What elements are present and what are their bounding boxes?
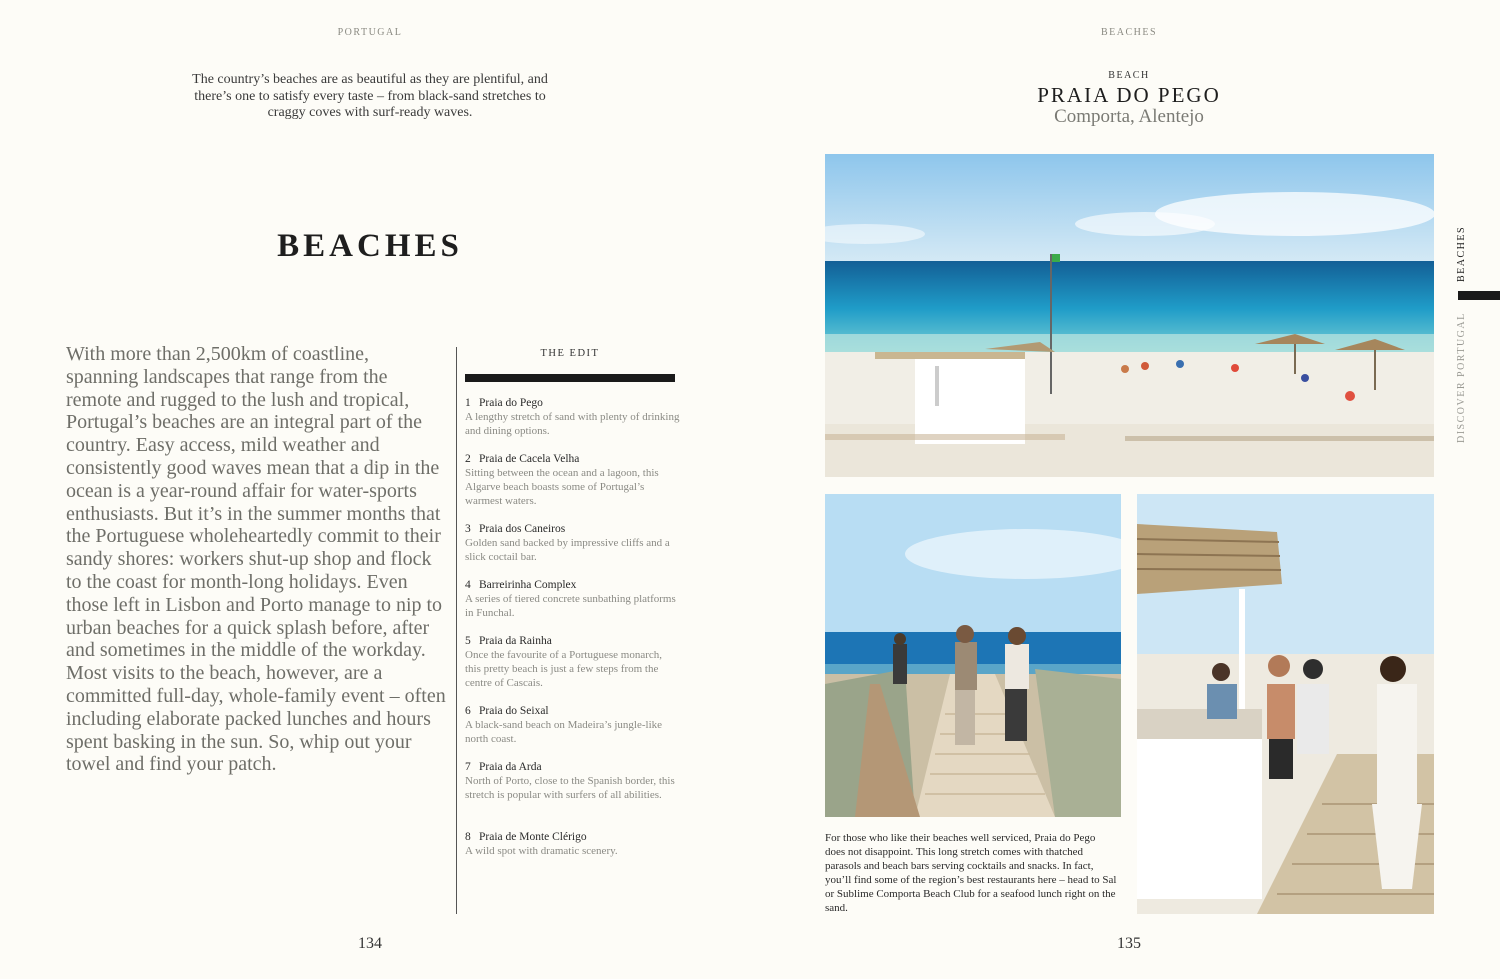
side-tab-beaches: BEACHES (1456, 225, 1467, 282)
edit-item-title: Praia de Monte Clérigo (479, 831, 587, 843)
edit-item-number: 4 (465, 579, 471, 591)
edit-item (465, 522, 680, 564)
edit-item-number: 7 (465, 761, 471, 773)
edit-item-desc: A series of tiered concrete sunbathing platforms in Funchal. (465, 593, 676, 619)
edit-item-number: 8 (465, 831, 471, 843)
edit-item-number: 2 (465, 453, 471, 465)
body-paragraph: With more than 2,500km of coastline, spanning landscapes that range from the remote and rugged to the lush and tropical, Portugal’s beaches are an integral part of the country. Easy access, mild weather and consistently good waves mean that a dip in the ocean is a year-round affair for water-sports enthusiasts. But it’s in the summer months that the Portuguese wholeheartedly commit to their sandy shores: workers shut-up shop and flock to the coast for month-long holidays. Even those left in Lisbon and Porto manage to nip to urban beaches for a quick splash before, after and sometimes in the middle of the workday. Most visits to the beach, however, are a committed full-day, whole-family event – often including elaborate packed lunches and hours spent basking in the sun. So, whip out your towel and find your patch. (66, 343, 446, 776)
beach-kicker: BEACH (1108, 70, 1150, 81)
page-number-right: 135 (1117, 935, 1141, 952)
section-title: BEACHES (277, 228, 463, 264)
edit-item (465, 578, 680, 620)
edit-item (465, 396, 680, 438)
edit-item-number: 6 (465, 705, 471, 717)
running-head-left: PORTUGAL (337, 27, 403, 38)
beach-panorama-photo (825, 154, 1434, 477)
edit-item-desc: A black-sand beach on Madeira’s jungle-like north coast. (465, 719, 663, 745)
edit-item-desc: Once the favourite of a Portuguese monarch, this pretty beach is just a few steps from the centre of Cascais. (465, 649, 663, 689)
boardwalk-photo (825, 494, 1121, 817)
edit-item-title: Praia de Cacela Velha (479, 453, 580, 465)
beach-location: Comporta, Alentejo (1054, 106, 1204, 127)
photo-caption: For those who like their beaches well serviced, Praia do Pego does not disappoint. This long stretch comes with thatched parasols and beach bars serving cocktails and snacks. In fact, you’ll find some of the region’s best restaurants here – head to Sal or Sublime Comporta Beach Club for a seafood lunch right on the sand. (825, 832, 1117, 914)
edit-item-desc: Golden sand backed by impressive cliffs and a slick coctail bar. (465, 537, 670, 563)
edit-heading: THE EDIT (540, 348, 600, 359)
side-tab-marker (1458, 291, 1500, 300)
beach-bar-photo (1137, 494, 1434, 914)
edit-item (465, 704, 680, 746)
edit-item (465, 830, 680, 858)
running-head-right: BEACHES (1100, 27, 1158, 38)
edit-item (465, 634, 680, 690)
edit-item-title: Praia da Arda (479, 761, 542, 773)
column-divider (456, 347, 457, 914)
edit-item (465, 452, 680, 508)
edit-item-title: Praia dos Caneiros (479, 523, 566, 535)
edit-item-desc: Sitting between the ocean and a lagoon, this Algarve beach boasts some of Portugal’s warmest waters. (465, 467, 659, 507)
edit-item-number: 1 (465, 397, 471, 409)
edit-item-number: 5 (465, 635, 471, 647)
side-tab-section: DISCOVER PORTUGAL (1456, 312, 1467, 443)
edit-item-desc: North of Porto, close to the Spanish border, this stretch is popular with surfers of all abilities. (465, 775, 675, 801)
intro-standfirst: The country’s beaches are as beautiful as they are plentiful, and there’s one to satisfy every taste – from black-sand stretches to craggy coves with surf-ready waves. (192, 72, 548, 120)
edit-item (465, 760, 680, 802)
edit-item-title: Praia da Rainha (479, 635, 552, 647)
edit-item-title: Praia do Seixal (479, 705, 549, 717)
edit-item-desc: A lengthy stretch of sand with plenty of drinking and dining options. (465, 411, 680, 437)
page-number-left: 134 (358, 935, 382, 952)
edit-item-title: Praia do Pego (479, 397, 543, 409)
edit-item-number: 3 (465, 523, 471, 535)
edit-heading-bar (465, 374, 675, 382)
edit-item-desc: A wild spot with dramatic scenery. (465, 845, 618, 857)
beach-name: PRAIA DO PEGO (1037, 83, 1221, 107)
edit-item-title: Barreirinha Complex (479, 579, 577, 591)
